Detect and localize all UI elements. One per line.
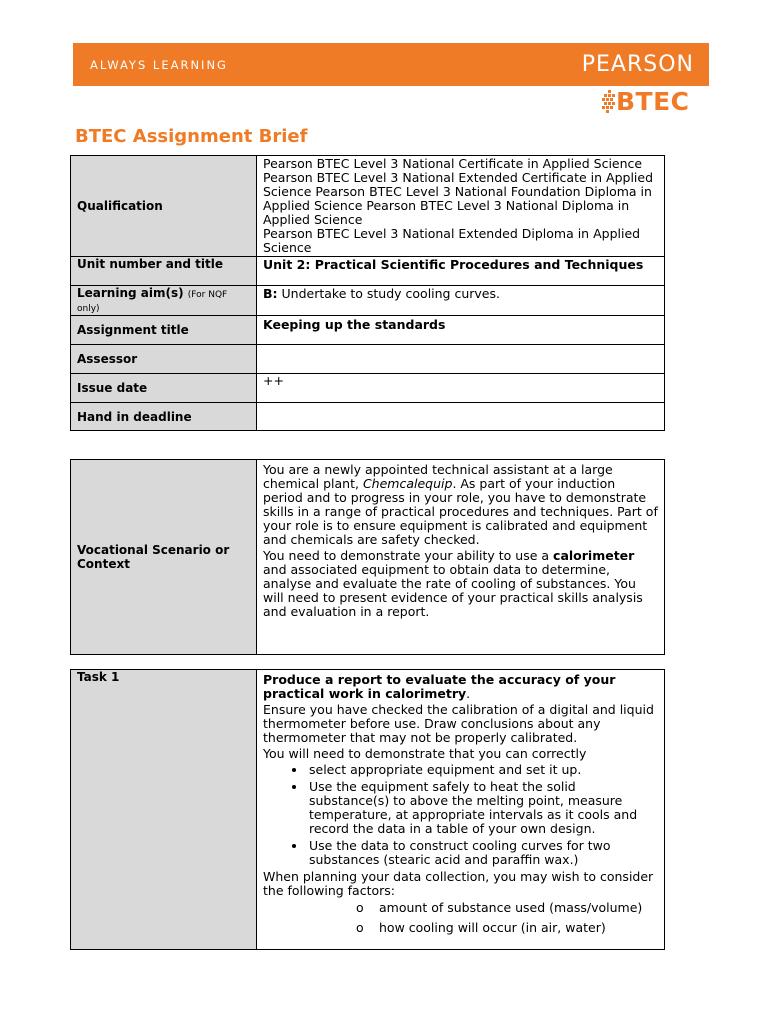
task-heading: [263, 673, 658, 701]
deadline-value: [257, 403, 665, 431]
qualification-label: Qualification: [71, 156, 257, 257]
scenario-paragraph-1: [263, 463, 658, 547]
task-label: Task 1: [71, 670, 257, 950]
learning-aim-note: (For NQF only): [77, 290, 228, 314]
calorimeter-term: calorimeter: [553, 548, 635, 563]
task-heading-text: Produce a report to evaluate the accuracy of your practical work in calorimetry: [263, 672, 616, 701]
list-item: • Use the data to construct cooling curves for two substances (stearic acid and paraffin wax.): [307, 839, 658, 867]
list-item: • select appropriate equipment and set it up.: [307, 763, 658, 777]
page-title: BTEC Assignment Brief: [75, 126, 308, 147]
assessor-value: [257, 345, 665, 374]
deadline-label: Hand in deadline: [71, 403, 257, 431]
table-row: [71, 316, 665, 345]
unit-label: Unit number and title: [71, 257, 257, 286]
assignment-title-label: Assignment title: [71, 316, 257, 345]
scenario-text: . As part of your induction period and to progress in your role, you have to demonstrate skills in a range of practical procedures and techniques. Part of your role is to ensure equipment is calibrated and equipment and chemicals are safety checked.: [263, 476, 658, 547]
assignment-details-table: [70, 155, 665, 431]
btec-dots-icon: [602, 90, 616, 114]
table-row: [71, 374, 665, 403]
banner-tagline: ALWAYS LEARNING: [90, 58, 228, 72]
list-item: [263, 901, 658, 915]
task-table: [70, 669, 665, 950]
btec-logo: [602, 88, 702, 118]
task-paragraph-2: You will need to demonstrate that you can correctly: [263, 746, 587, 761]
issue-date-label: Issue date: [71, 374, 257, 403]
circle-bullet-icon: o: [356, 920, 364, 935]
btec-logo-text: BTEC: [616, 87, 690, 116]
scenario-label: Vocational Scenario or Context: [71, 460, 257, 655]
table-row: [71, 670, 665, 950]
banner-brand-logo: PEARSON: [581, 52, 694, 77]
issue-date-value: ++: [257, 374, 665, 403]
assessor-label: Assessor: [71, 345, 257, 374]
table-row: [71, 403, 665, 431]
task-paragraph-1: Ensure you have checked the calibration of a digital and liquid thermometer before use. Draw conclusions about any thermometer that may not be properly calibrated.: [263, 702, 654, 745]
circle-bullet-icon: o: [356, 900, 364, 915]
table-row: [71, 286, 665, 316]
header-banner: [73, 43, 709, 86]
task-heading-end: .: [466, 686, 471, 701]
table-row: [71, 257, 665, 286]
table-row: [71, 345, 665, 374]
scenario-text: You need to demonstrate your ability to use a: [263, 548, 554, 563]
unit-value: Unit 2: Practical Scientific Procedures and Techniques: [257, 257, 665, 286]
learning-aim-label: [71, 286, 257, 316]
table-row: [71, 460, 665, 655]
scenario-text: You are a newly appointed technical assistant at a large chemical plant,: [263, 462, 613, 491]
task-content: [257, 670, 665, 950]
list-item: • Use the equipment safely to heat the solid substance(s) to above the melting point, measure temperature, at appropriate intervals as it cools and record the data in a table of your own design.: [307, 780, 658, 836]
table-row: [71, 156, 665, 257]
learning-aim-prefix: B:: [263, 286, 278, 301]
task-sub-bullet-list: [263, 901, 658, 935]
sub-bullet-text: how cooling will occur (in air, water): [379, 920, 606, 935]
sub-bullet-text: amount of substance used (mass/volume): [379, 900, 643, 915]
scenario-table: [70, 459, 665, 655]
learning-aim-text: Undertake to study cooling curves.: [277, 286, 500, 301]
assignment-title-value: Keeping up the standards: [257, 316, 665, 345]
list-item: [263, 921, 658, 935]
task-paragraph-3: When planning your data collection, you may wish to consider the following factors:: [263, 869, 654, 898]
scenario-paragraph-2: [263, 549, 658, 619]
qualification-value: Pearson BTEC Level 3 National Certificate in Applied Science Pearson BTEC Level 3 National Extended Certificate in Applied Science Pearson BTEC Level 3 National Foundation Diploma in Applied Science Pearson BTEC Level 3 National Diploma in Applied Science Pearson BTEC Level 3 National Extended Diploma in Applied Science: [257, 156, 665, 257]
scenario-text: and associated equipment to obtain data to determine, analyse and evaluate the rate of cooling of substances. You will need to present evidence of your practical skills analysis and evaluation in a report.: [263, 562, 643, 619]
scenario-content: [257, 460, 665, 655]
learning-aim-value: [257, 286, 665, 316]
company-name: Chemcalequip: [362, 476, 453, 491]
task-bullet-list: [263, 763, 658, 867]
learning-aim-label-text: Learning aim(s): [77, 286, 184, 300]
